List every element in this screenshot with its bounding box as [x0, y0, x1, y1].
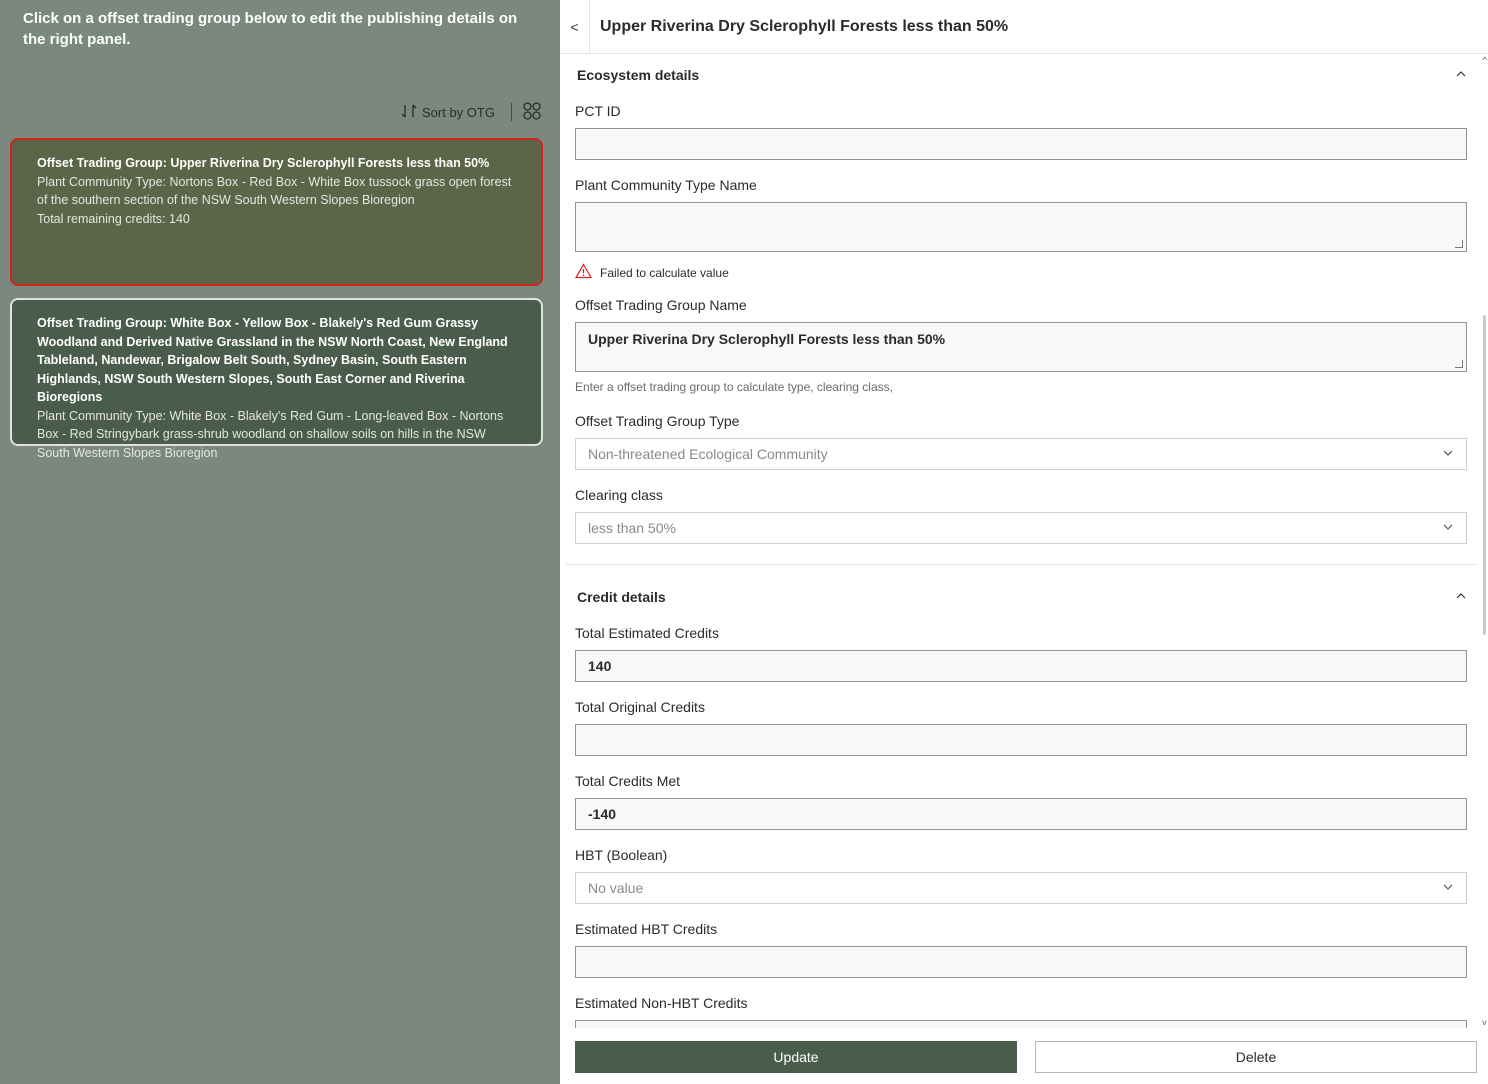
- pct-id-input[interactable]: [575, 128, 1467, 160]
- chevron-up-icon: [1455, 67, 1467, 83]
- card-title: Offset Trading Group: White Box - Yellow Box - Blakely's Red Gum Grassy Woodland and Derived Native Grassland in the NSW North Coast, New England Tableland, Nandewar, Brigalow Belt South, Sydney Basin, South Eastern Highlands, NSW South Western Slopes, South East Corner and Riverina Bioregions: [37, 316, 508, 404]
- card-plant-community: Plant Community Type: White Box - Blakely's Red Gum - Long-leaved Box - Nortons Box - Red Stringybark grass-shrub woodland on shallow soils on hills in the NSW South Western Slopes Bioregion: [37, 408, 504, 460]
- list-toolbar: [400, 101, 542, 123]
- instructions-text: Click on a offset trading group below to edit the publishing details on the right panel.: [23, 10, 518, 48]
- hbt-label: HBT (Boolean): [575, 847, 668, 863]
- estimated-non-hbt-credits-label: Estimated Non-HBT Credits: [575, 995, 748, 1011]
- scroll-down-icon[interactable]: ˅: [1481, 1018, 1487, 1028]
- publishing-details-panel: [560, 0, 1488, 1084]
- otg-name-textarea[interactable]: [575, 322, 1467, 372]
- details-form: [560, 55, 1477, 1028]
- panel-header: [560, 0, 1488, 54]
- delete-button[interactable]: Delete: [1035, 1041, 1477, 1073]
- warning-icon: [575, 263, 592, 282]
- back-button[interactable]: [560, 0, 590, 54]
- grid-view-icon[interactable]: [522, 101, 542, 124]
- back-icon: <: [570, 18, 579, 35]
- resize-handle[interactable]: [1455, 240, 1463, 248]
- estimated-hbt-credits-label: Estimated HBT Credits: [575, 921, 718, 937]
- clearing-class-select[interactable]: [575, 512, 1467, 544]
- chevron-down-icon: [1442, 520, 1454, 536]
- estimated-hbt-credits-input[interactable]: [575, 946, 1467, 978]
- otg-name-value: Upper Riverina Dry Sclerophyll Forests less than 50%: [588, 331, 946, 347]
- clearing-class-value: less than 50%: [588, 520, 676, 536]
- section-ecosystem-details[interactable]: [577, 66, 1467, 84]
- total-credits-met-label: Total Credits Met: [575, 773, 681, 789]
- error-text: Failed to calculate value: [600, 265, 729, 280]
- panel-footer: [560, 1028, 1488, 1084]
- update-button[interactable]: Update: [575, 1041, 1017, 1073]
- otg-name-hint: Enter a offset trading group to calculate type, clearing class,: [575, 380, 893, 394]
- calculation-error: [575, 263, 729, 282]
- otg-name-label: Offset Trading Group Name: [575, 297, 747, 313]
- offset-trading-group-list-panel: [0, 0, 560, 1084]
- sort-icon: [400, 102, 418, 123]
- otg-type-value: Non-threatened Ecological Community: [588, 446, 828, 462]
- otg-card[interactable]: [10, 298, 543, 460]
- sort-label: Sort by OTG: [422, 104, 495, 120]
- scroll-thumb[interactable]: [1483, 315, 1486, 635]
- section-divider: [566, 564, 1476, 565]
- sort-button[interactable]: [400, 102, 495, 123]
- total-credits-met-input[interactable]: -140: [575, 798, 1467, 830]
- chevron-down-icon: [1442, 446, 1454, 462]
- toolbar-divider: [511, 103, 512, 121]
- otg-type-label: Offset Trading Group Type: [575, 413, 740, 429]
- form-scrollbar[interactable]: [1477, 55, 1488, 1028]
- section-title: Credit details: [577, 589, 666, 605]
- otg-type-select[interactable]: [575, 438, 1467, 470]
- hbt-select[interactable]: [575, 872, 1467, 904]
- section-credit-details[interactable]: [577, 588, 1467, 606]
- total-estimated-credits-label: Total Estimated Credits: [575, 625, 719, 641]
- clearing-class-label: Clearing class: [575, 487, 663, 503]
- pct-name-label: Plant Community Type Name: [575, 177, 757, 193]
- chevron-down-icon: [1442, 880, 1454, 896]
- total-original-credits-input[interactable]: [575, 724, 1467, 756]
- pct-id-label: PCT ID: [575, 103, 621, 119]
- total-estimated-credits-input[interactable]: 140: [575, 650, 1467, 682]
- pct-name-textarea[interactable]: [575, 202, 1467, 252]
- otg-card-selected[interactable]: [10, 138, 543, 286]
- scroll-up-icon[interactable]: ^: [1482, 55, 1487, 65]
- resize-handle[interactable]: [1455, 360, 1463, 368]
- chevron-up-icon: [1455, 589, 1467, 605]
- section-title: Ecosystem details: [577, 67, 700, 83]
- panel-title: Upper Riverina Dry Sclerophyll Forests less than 50%: [600, 17, 1009, 35]
- hbt-value: No value: [588, 880, 644, 896]
- card-plant-community: Plant Community Type: Nortons Box - Red Box - White Box tussock grass open forest of the southern section of the NSW South Western Slopes Bioregion: [37, 174, 512, 207]
- card-remaining-credits: Total remaining credits: 140: [37, 211, 190, 226]
- card-title: Offset Trading Group: Upper Riverina Dry Sclerophyll Forests less than 50%: [37, 156, 490, 170]
- total-original-credits-label: Total Original Credits: [575, 699, 705, 715]
